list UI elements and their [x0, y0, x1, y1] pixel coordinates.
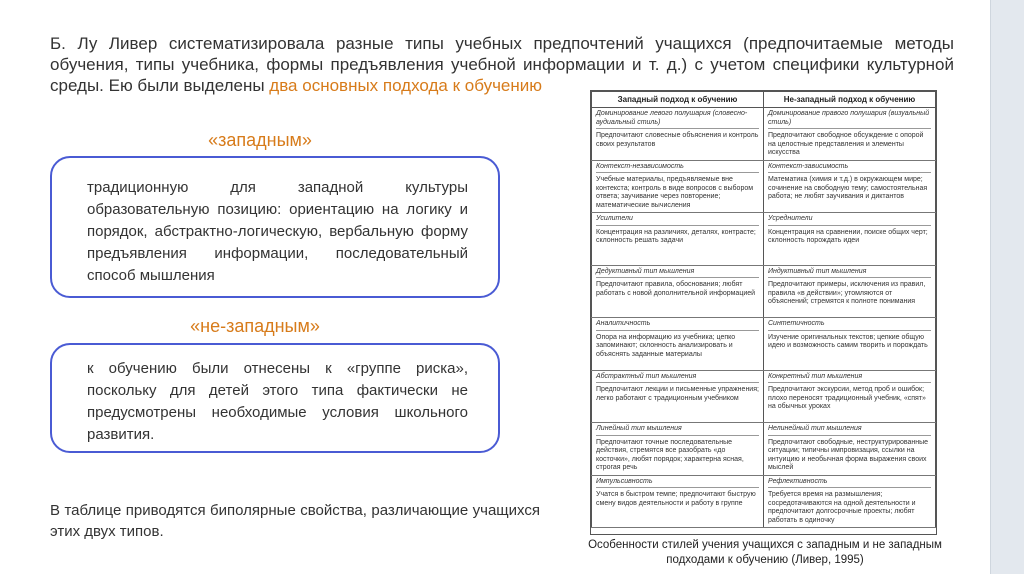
- cell-body: Предпочитают лекции и письменные упражнения; легко работают с традиционным учебником: [596, 386, 759, 402]
- table-note: В таблице приводятся биполярные свойства, различающие учащихся этих двух типов.: [50, 502, 540, 540]
- table-cell-right: [764, 423, 936, 476]
- cell-title: Усреднители: [768, 215, 931, 226]
- cell-title: Аналитичность: [596, 320, 759, 331]
- table-cell-left: [592, 265, 764, 318]
- cell-body: Изучение оригинальных текстов; цепкие общую идею и возможность самим творить и порождать: [768, 333, 928, 350]
- cell-body: Учатся в быстром темпе; предпочитают быструю смену видов деятельности и работу в группе: [596, 491, 756, 507]
- table-cell-left: [592, 213, 764, 266]
- cell-body: Требуется время на размышления; сосредотачиваются на одной деятельности и предпочитают долгосрочные проекты; любят работать в одиночку: [768, 491, 916, 524]
- cell-body: Предпочитают правила, обоснования; любят работать с новой дополнительной информацией: [596, 281, 756, 297]
- table-row: [592, 108, 936, 161]
- table-cell-right: [764, 108, 936, 161]
- table-row: [592, 265, 936, 318]
- cell-title: Индуктивный тип мышления: [768, 268, 931, 279]
- cell-body: Предпочитают примеры, исключения из правил, правила «в действии»; утомляются от объяснений; стремятся к полноте понимания: [768, 281, 926, 306]
- table-cell-left: [592, 370, 764, 423]
- cell-body: Учебные материалы, предъявляемые вне контекста; контроль в виде вопросов с выбором ответа; заучивание через повторение; математические вычисления: [596, 176, 754, 209]
- nonwestern-heading: «не-западным»: [190, 316, 320, 336]
- table-cell-left: [592, 160, 764, 213]
- cell-body: Концентрация на сравнении, поиске общих черт; склонность порождать идеи: [768, 228, 928, 245]
- cell-body: Опора на информацию из учебника; цепко запоминают; склонность анализировать и объяснять заданные материалы: [596, 333, 736, 358]
- cell-body: Предпочитают экскурсии, метод проб и ошибок; плохо переносят традиционный учебник, «спят» на обычных уроках: [768, 386, 926, 411]
- table-cell-left: [592, 423, 764, 476]
- table-row: [592, 475, 936, 528]
- table-row: [592, 160, 936, 213]
- cell-body: Математика (химия и т.д.) в окружающем мире; сочинение на свободную тему; самостоятельная работа; не любят заучивания и диктантов: [768, 176, 928, 201]
- table-row: [592, 213, 936, 266]
- western-description: традиционную для западной культуры образовательную позицию: ориентацию на логику и порядок, абстрактно-логическую, вербальную форму предъявления информации, последовательный способ мышления: [87, 179, 468, 284]
- cell-title: Контекст-независимость: [596, 163, 759, 174]
- cell-body: Предпочитают свободное обсуждение с опорой на целостные представления и элементы искусства: [768, 132, 924, 157]
- cell-title: Контекст-зависимость: [768, 163, 931, 174]
- table-cell-right: [764, 160, 936, 213]
- cell-body: Предпочитают свободные, неструктурированные ситуации; типичны импровизация, ссылки на интуицию и необычная форма выражения своих мыслей: [768, 438, 929, 472]
- western-heading: «западным»: [208, 130, 312, 150]
- table-cell-right: [764, 318, 936, 371]
- table-cell-right: [764, 370, 936, 423]
- learning-styles-table: [590, 90, 937, 535]
- intro-highlight: два основных подхода к обучению: [269, 76, 543, 95]
- cell-title: Рефлективность: [768, 478, 931, 489]
- slide-side-band: [990, 0, 1024, 574]
- table-row: [592, 370, 936, 423]
- table-cell-left: [592, 108, 764, 161]
- intro-paragraph: [50, 33, 954, 96]
- nonwestern-description: к обучению были отнесены к «группе риска», поскольку для детей этого типа фактически не предусмотрены необходимые условия школьного развития.: [87, 360, 468, 443]
- cell-title: Доминирование правого полушария (визуальный стиль): [768, 110, 931, 129]
- cell-title: Усилители: [596, 215, 759, 226]
- cell-title: Нелинейный тип мышления: [768, 425, 931, 436]
- table-row: [592, 423, 936, 476]
- cell-title: Синтетичность: [768, 320, 931, 331]
- table-cell-left: [592, 475, 764, 528]
- western-box: [50, 156, 500, 298]
- table-cell-right: [764, 213, 936, 266]
- header-nonwestern: Не-западный подход к обучению: [764, 92, 936, 108]
- cell-title: Дедуктивный тип мышления: [596, 268, 759, 279]
- cell-title: Абстрактный тип мышления: [596, 373, 759, 384]
- table-cell-left: [592, 318, 764, 371]
- header-western: Западный подход к обучению: [592, 92, 764, 108]
- cell-body: Концентрация на различиях, деталях, контрасте; склонность решать задачи: [596, 228, 756, 245]
- nonwestern-box: [50, 343, 500, 453]
- table-caption: Особенности стилей учения учащихся с западным и не западным подходами к обучению (Ливер, 1995): [588, 539, 942, 566]
- table-cell-right: [764, 475, 936, 528]
- cell-title: Импульсивность: [596, 478, 759, 489]
- cell-body: Предпочитают словесные объяснения и контроль своих результатов: [596, 132, 759, 148]
- cell-title: Доминирование левого полушария (словесно-аудиальный стиль): [596, 110, 759, 129]
- cell-title: Конкретный тип мышления: [768, 373, 931, 384]
- cell-body: Предпочитают точные последовательные действия, стремятся все разобрать «до косточки», любят порядок; характерна ясная, строгая речь: [596, 438, 744, 472]
- intro-text: Б. Лу Ливер систематизировала разные типы учебных предпочтений учащихся (предпочитаемые методы обучения, типы учебника, формы предъявления учебной информации и т. д.) с учетом специфики культурной среды. Ею были выделены: [50, 34, 954, 95]
- table-row: [592, 318, 936, 371]
- table-cell-right: [764, 265, 936, 318]
- cell-title: Линейный тип мышления: [596, 425, 759, 436]
